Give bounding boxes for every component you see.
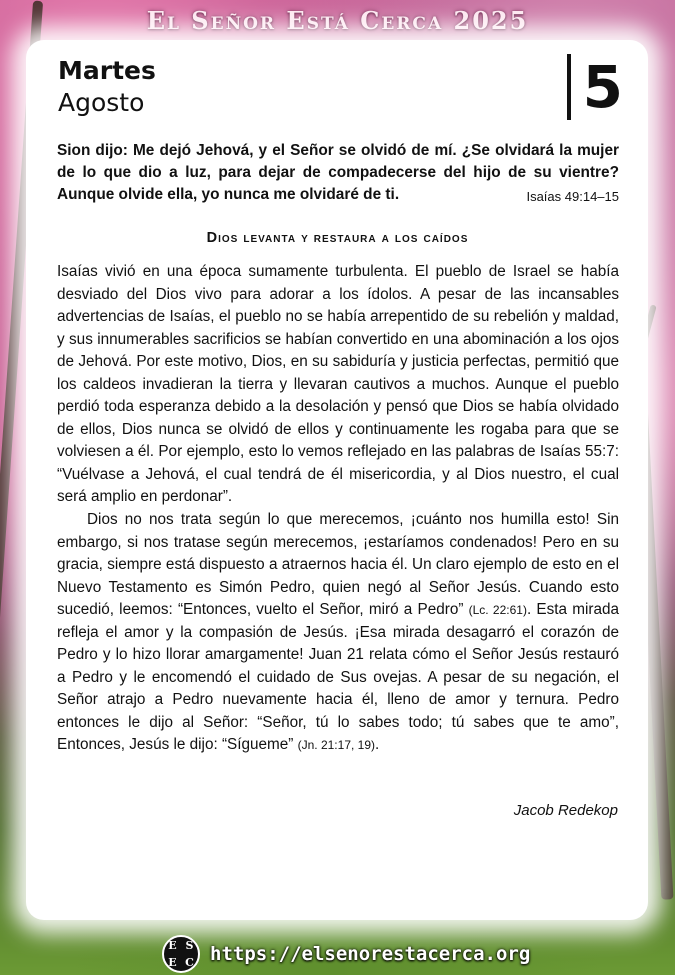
section-title: Dios levanta y restaura a los caídos — [206, 230, 469, 246]
month-name: Agosto — [58, 88, 145, 117]
scripture-citation: (Jn. 21:17, 19) — [297, 738, 376, 753]
devotional-body — [57, 261, 619, 757]
logo-letter: E — [168, 939, 177, 952]
author-name: Jacob Redekop — [513, 802, 618, 819]
website-link[interactable]: https://elsenorestacerca.org — [210, 943, 531, 965]
day-name: Martes — [58, 56, 156, 85]
esec-logo-icon — [162, 935, 200, 973]
logo-letter: C — [185, 956, 194, 969]
key-verse — [57, 140, 619, 208]
body-paragraph-2-part-b: . Esta mirada refleja el amor y la compasión de Jesús. ¡Esa mirada desagarró el corazón de Pedro y lo hizo llorar amargamente! Juan 21 relata cómo el Señor Jesús restauró a Pedro y le encomendó el cuidado de Sus ovejas. A pesar de su negación, el Señor atrajo a Pedro nuevamente hacia él, lleno de amor y ternura. Pedro entonces le dijo al Señor: “Señor, tú lo sabes todo; tú sabes que te amo”, Entonces, Jesús le dijo: “Sígueme” — [57, 601, 619, 754]
body-paragraph-2 — [57, 509, 619, 757]
logo-letter: S — [185, 939, 194, 952]
footer — [162, 936, 530, 972]
logo-letter: E — [168, 956, 177, 969]
publication-title: El Señor Está Cerca 2025 — [146, 6, 529, 35]
body-paragraph-2-part-c: . — [375, 736, 380, 754]
key-verse-text: Sion dijo: Me dejó Jehová, y el Señor se olvidó de mí. ¿Se olvidará la mujer de lo que dio a luz, para dejar de compadecerse del hijo de su vientre? Aunque olvide ella, yo nunca me olvidaré de ti. — [57, 142, 619, 203]
scripture-citation: (Lc. 22:61) — [468, 603, 527, 618]
body-paragraph-1: Isaías vivió en una época sumamente turbulenta. El pueblo de Israel se había desviado del Dios vivo para adorar a los ídolos. A pesar de las incansables advertencias de Isaías, el pueblo no se había arrepentido de su rebelión y maldad, y sus innumerables sacrificios se habían convertido en una abominación a los ojos de Jehová. Por este motivo, Dios, en su sabiduría y justicia perfectas, permitió que los caldeos invadieran la tierra y llevaran cautivos a muchos. Aunque el pueblo perdió toda esperanza debido a la desolación y pensó que Dios se había olvidado de ellos, Dios nunca se olvidó de ellos y continuamente les rogaba para que se volviesen a él. Por ejemplo, esto lo vemos reflejado en las palabras de Isaías 55:7: “Vuélvase a Jehová, el cual tendrá de él misericordia, y al Dios nuestro, el cual será amplio en perdonar”. — [57, 263, 619, 506]
body-paragraph-2-part-a: Dios no nos trata según lo que merecemos, ¡cuánto nos humilla esto! Sin embargo, si nos tratase según merecemos, ¡estaríamos condenados! Pero en su gracia, siempre está dispuesto a atraernos hacia él. Un claro ejemplo de esto en el Nuevo Testamento es Simón Pedro, quien negó al Señor Jesús. Cuando esto sucedió, leemos: “Entonces, vuelto el Señor, miró a Pedro” — [57, 511, 619, 619]
day-number: 5 — [567, 54, 623, 120]
key-verse-reference: Isaías 49:14–15 — [526, 189, 619, 204]
